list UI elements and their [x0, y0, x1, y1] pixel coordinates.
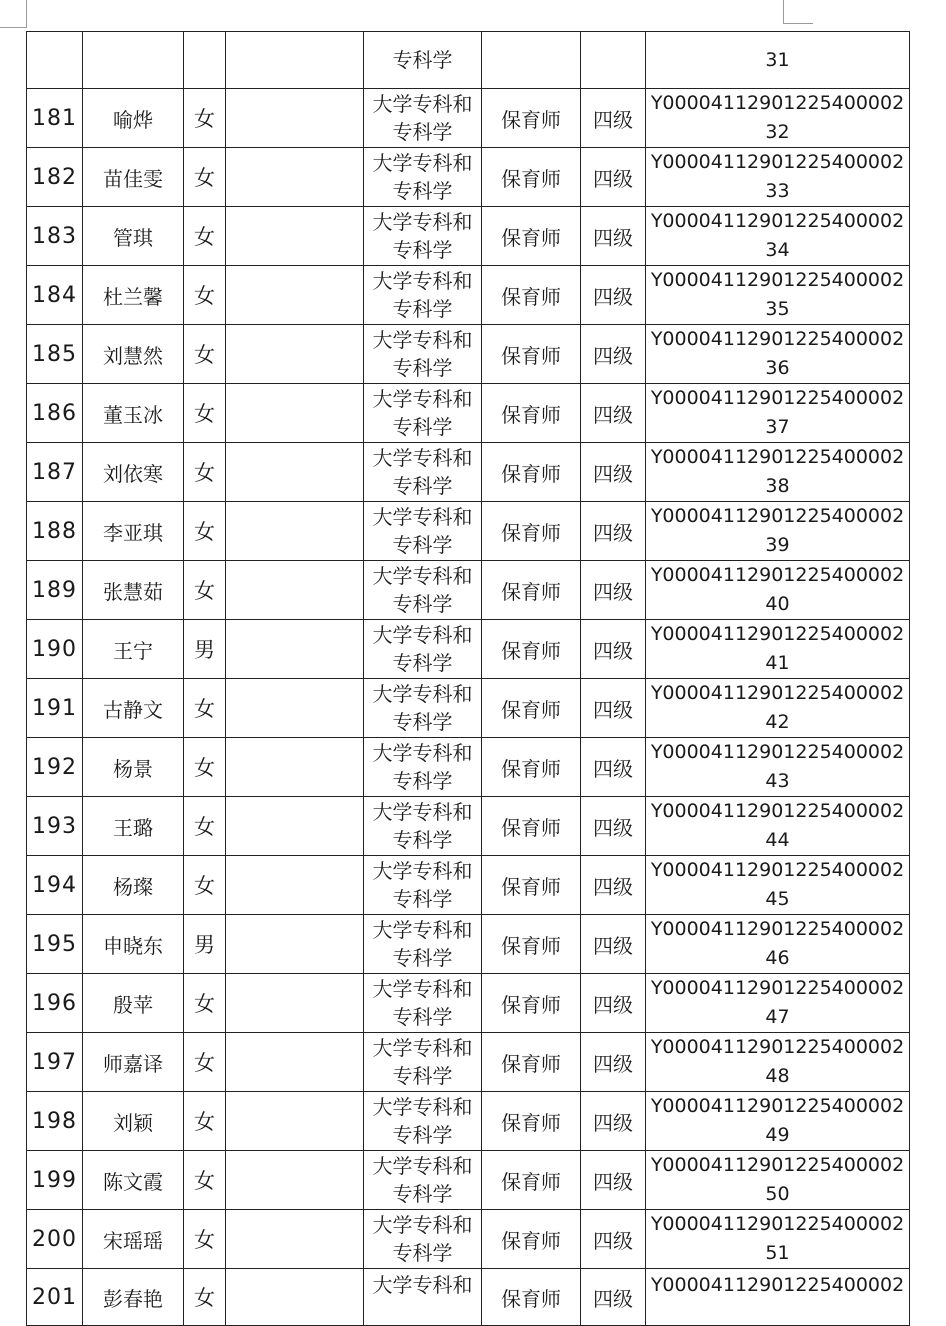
- education-line-1: 大学专科和: [372, 269, 473, 293]
- cell-name: 李亚琪: [83, 502, 184, 561]
- cert-line-2: 44: [765, 829, 790, 851]
- cell-no: 182: [27, 148, 83, 207]
- cell-level: 四级: [581, 325, 646, 384]
- cell-blank: [226, 32, 364, 89]
- cell-no: 197: [27, 1033, 83, 1092]
- crop-mark-top-left-v: [26, 0, 27, 28]
- cell-education: [364, 384, 482, 443]
- cell-education: [364, 207, 482, 266]
- cert-line-1: Y00004112901225400002: [650, 1036, 905, 1058]
- cell-name: 古静文: [83, 679, 184, 738]
- cell-blank: [226, 856, 364, 915]
- cell-sex: [184, 32, 226, 89]
- cell-cert: [646, 1210, 910, 1269]
- cell-education: [364, 266, 482, 325]
- cell-job: 保育师: [482, 915, 581, 974]
- cell-no: 189: [27, 561, 83, 620]
- table-row: [27, 1092, 910, 1151]
- cell-blank: [226, 620, 364, 679]
- cell-cert: [646, 1092, 910, 1151]
- cert-line-1: Y00004112901225400002: [650, 800, 905, 822]
- education-line-2: 专科学: [392, 297, 453, 321]
- cell-job: 保育师: [482, 738, 581, 797]
- cell-sex: 女: [184, 797, 226, 856]
- table-row: [27, 502, 910, 561]
- education-text: 专科学: [392, 48, 453, 72]
- cell-cert: [646, 266, 910, 325]
- table-row: [27, 738, 910, 797]
- cell-level: 四级: [581, 1151, 646, 1210]
- cell-cert: [646, 148, 910, 207]
- crop-mark-top-left-h: [0, 27, 27, 28]
- cell-job: 保育师: [482, 1269, 581, 1326]
- cell-blank: [226, 266, 364, 325]
- table-row: [27, 89, 910, 148]
- cell-sex: 女: [184, 1210, 226, 1269]
- cell-blank: [226, 679, 364, 738]
- cell-blank: [226, 1151, 364, 1210]
- education-line-2: 专科学: [392, 1241, 453, 1265]
- cert-line-2: 45: [765, 888, 790, 910]
- cell-job: 保育师: [482, 856, 581, 915]
- cell-job: 保育师: [482, 89, 581, 148]
- cell-level: 四级: [581, 738, 646, 797]
- cell-no: 198: [27, 1092, 83, 1151]
- cell-level: 四级: [581, 974, 646, 1033]
- cell-level: 四级: [581, 561, 646, 620]
- cell-sex: 女: [184, 1092, 226, 1151]
- education-line-1: 大学专科和: [372, 682, 473, 706]
- cell-name: 王宁: [83, 620, 184, 679]
- table-row: [27, 384, 910, 443]
- cell-no: 199: [27, 1151, 83, 1210]
- cell-no: 186: [27, 384, 83, 443]
- table-row: [27, 1033, 910, 1092]
- cell-sex: 男: [184, 620, 226, 679]
- education-line-2: 专科学: [392, 1005, 453, 1029]
- education-line-1: 大学专科和: [372, 859, 473, 883]
- table-row: [27, 797, 910, 856]
- crop-mark-top-right-v: [783, 0, 784, 24]
- cell-no: 181: [27, 89, 83, 148]
- cell-name: 王璐: [83, 797, 184, 856]
- cell-job: 保育师: [482, 797, 581, 856]
- cert-line-1: Y00004112901225400002: [650, 210, 905, 232]
- education-line-2: 专科学: [392, 1064, 453, 1088]
- cell-job: 保育师: [482, 1151, 581, 1210]
- cell-level: 四级: [581, 443, 646, 502]
- cell-blank: [226, 502, 364, 561]
- cell-no: 192: [27, 738, 83, 797]
- cell-no: 187: [27, 443, 83, 502]
- cell-education: [364, 1151, 482, 1210]
- cert-line-1: Y00004112901225400002: [650, 151, 905, 173]
- cell-level: 四级: [581, 148, 646, 207]
- cell-cert: [646, 207, 910, 266]
- cell-no: 193: [27, 797, 83, 856]
- cell-education: [364, 1269, 482, 1326]
- education-line-2: 专科学: [392, 356, 453, 380]
- cell-name: 杨景: [83, 738, 184, 797]
- cell-name: 喻烨: [83, 89, 184, 148]
- education-line-1: 大学专科和: [372, 741, 473, 765]
- cert-line-1: Y00004112901225400002: [650, 269, 905, 291]
- cell-name: 杜兰馨: [83, 266, 184, 325]
- cert-line-1: Y00004112901225400002: [650, 682, 905, 704]
- cell-education: [364, 502, 482, 561]
- cell-blank: [226, 974, 364, 1033]
- education-line-1: 大学专科和: [372, 328, 473, 352]
- table-row: [27, 1151, 910, 1210]
- cert-line-1: Y00004112901225400002: [650, 1154, 905, 1176]
- cell-name: 师嘉译: [83, 1033, 184, 1092]
- table-row: [27, 148, 910, 207]
- cert-line-2: 34: [765, 239, 790, 261]
- cell-blank: [226, 797, 364, 856]
- cell-job: 保育师: [482, 620, 581, 679]
- cell-level: 四级: [581, 1269, 646, 1326]
- cell-sex: 女: [184, 738, 226, 797]
- cert-line-1: Y00004112901225400002: [650, 1095, 905, 1117]
- cell-blank: [226, 443, 364, 502]
- cell-no: 185: [27, 325, 83, 384]
- cert-line-2: 48: [765, 1065, 790, 1087]
- education-line-2: 专科学: [392, 887, 453, 911]
- cell-job: 保育师: [482, 1210, 581, 1269]
- cell-blank: [226, 1269, 364, 1326]
- cell-no: 196: [27, 974, 83, 1033]
- education-line-2: 专科学: [392, 1123, 453, 1147]
- table-row: [27, 679, 910, 738]
- cell-level: 四级: [581, 266, 646, 325]
- education-line-1: 大学专科和: [372, 918, 473, 942]
- cert-line-1: Y00004112901225400002: [650, 564, 905, 586]
- cell-level: 四级: [581, 1210, 646, 1269]
- cell-level: 四级: [581, 1033, 646, 1092]
- cert-line-2: 32: [765, 121, 790, 143]
- cert-line-1: Y00004112901225400002: [650, 977, 905, 999]
- cert-line-1: Y00004112901225400002: [650, 741, 905, 763]
- cell-level: 四级: [581, 207, 646, 266]
- education-line-2: 专科学: [392, 120, 453, 144]
- cell-job: 保育师: [482, 974, 581, 1033]
- education-line-1: 大学专科和: [372, 1273, 473, 1297]
- cell-no: 188: [27, 502, 83, 561]
- cell-name: [83, 32, 184, 89]
- education-line-2: 专科学: [392, 238, 453, 262]
- cell-no: [27, 32, 83, 89]
- education-line-1: 大学专科和: [372, 977, 473, 1001]
- education-line-1: 大学专科和: [372, 387, 473, 411]
- cell-no: 183: [27, 207, 83, 266]
- cell-sex: 女: [184, 679, 226, 738]
- cell-cert: [646, 620, 910, 679]
- cell-job: 保育师: [482, 1033, 581, 1092]
- cell-name: 管琪: [83, 207, 184, 266]
- cert-line-2: 37: [765, 416, 790, 438]
- cell-education: [364, 915, 482, 974]
- cert-line-2: 38: [765, 475, 790, 497]
- cell-job: 保育师: [482, 443, 581, 502]
- cell-sex: 女: [184, 1151, 226, 1210]
- education-line-2: 专科学: [392, 415, 453, 439]
- cell-cert: [646, 443, 910, 502]
- cell-sex: 女: [184, 856, 226, 915]
- cert-line-1: Y00004112901225400002: [650, 328, 905, 350]
- cell-no: 191: [27, 679, 83, 738]
- cell-blank: [226, 738, 364, 797]
- cell-no: 201: [27, 1269, 83, 1326]
- education-line-1: 大学专科和: [372, 446, 473, 470]
- education-line-2: 专科学: [392, 592, 453, 616]
- cert-line-2: 43: [765, 770, 790, 792]
- cert-line-2: 36: [765, 357, 790, 379]
- cert-line-2: 50: [765, 1183, 790, 1205]
- cell-education: [364, 89, 482, 148]
- cell-sex: 女: [184, 561, 226, 620]
- cell-no: 194: [27, 856, 83, 915]
- cert-text: 31: [765, 48, 790, 71]
- education-line-2: 专科学: [392, 946, 453, 970]
- cell-sex: 女: [184, 384, 226, 443]
- cell-sex: 女: [184, 974, 226, 1033]
- cell-sex: 女: [184, 207, 226, 266]
- cell-blank: [226, 89, 364, 148]
- cert-line-2: 35: [765, 298, 790, 320]
- table-row: [27, 620, 910, 679]
- cell-education: [364, 679, 482, 738]
- cell-name: 苗佳雯: [83, 148, 184, 207]
- education-line-2: 专科学: [392, 651, 453, 675]
- cert-line-2: 41: [765, 652, 790, 674]
- cell-education: [364, 620, 482, 679]
- cell-cert: [646, 679, 910, 738]
- cell-cert: [646, 974, 910, 1033]
- table-body: [27, 32, 910, 1326]
- cell-job: 保育师: [482, 384, 581, 443]
- cell-job: 保育师: [482, 561, 581, 620]
- cert-line-1: Y00004112901225400002: [650, 1213, 905, 1235]
- cell-education: [364, 561, 482, 620]
- cell-name: 董玉冰: [83, 384, 184, 443]
- cell-blank: [226, 1092, 364, 1151]
- cell-no: 200: [27, 1210, 83, 1269]
- cert-line-2: 46: [765, 947, 790, 969]
- cell-education: [364, 148, 482, 207]
- continuation-row: [27, 32, 910, 89]
- cell-sex: 女: [184, 89, 226, 148]
- cell-education: [364, 443, 482, 502]
- education-line-2: 专科学: [392, 179, 453, 203]
- cell-level: 四级: [581, 89, 646, 148]
- cell-cert: [646, 502, 910, 561]
- cert-line-2: 42: [765, 711, 790, 733]
- cell-cert: [646, 1151, 910, 1210]
- cell-level: [581, 32, 646, 89]
- cell-no: 195: [27, 915, 83, 974]
- cell-education: [364, 32, 482, 89]
- cell-job: 保育师: [482, 266, 581, 325]
- cell-education: [364, 325, 482, 384]
- cell-level: 四级: [581, 856, 646, 915]
- cell-level: 四级: [581, 502, 646, 561]
- table-row: [27, 1210, 910, 1269]
- cell-name: 杨璨: [83, 856, 184, 915]
- roster-table: [26, 31, 910, 1326]
- education-line-1: 大学专科和: [372, 1036, 473, 1060]
- cell-education: [364, 1092, 482, 1151]
- cert-line-1: Y00004112901225400002: [650, 92, 905, 114]
- education-line-2: 专科学: [392, 710, 453, 734]
- cell-level: 四级: [581, 679, 646, 738]
- cell-education: [364, 856, 482, 915]
- education-line-2: 专科学: [392, 828, 453, 852]
- cell-education: [364, 1033, 482, 1092]
- cert-line-2: 49: [765, 1124, 790, 1146]
- cell-education: [364, 1210, 482, 1269]
- cell-level: 四级: [581, 797, 646, 856]
- cert-line-2: 33: [765, 180, 790, 202]
- cell-no: 184: [27, 266, 83, 325]
- cell-name: 陈文霞: [83, 1151, 184, 1210]
- cell-blank: [226, 915, 364, 974]
- cell-cert: [646, 797, 910, 856]
- cell-cert: [646, 561, 910, 620]
- cell-cert: [646, 856, 910, 915]
- cell-cert: [646, 325, 910, 384]
- education-line-2: 专科学: [392, 1182, 453, 1206]
- table-row: [27, 856, 910, 915]
- education-line-1: 大学专科和: [372, 564, 473, 588]
- cert-line-2: 40: [765, 593, 790, 615]
- cell-sex: 女: [184, 1033, 226, 1092]
- table-row: [27, 561, 910, 620]
- education-line-2: 专科学: [392, 474, 453, 498]
- cell-level: 四级: [581, 1092, 646, 1151]
- cert-line-1: Y00004112901225400002: [650, 1274, 905, 1296]
- education-line-1: 大学专科和: [372, 505, 473, 529]
- table-row: [27, 325, 910, 384]
- cell-cert: [646, 738, 910, 797]
- cert-line-1: Y00004112901225400002: [650, 859, 905, 881]
- cell-cert: [646, 1269, 910, 1326]
- cert-line-1: Y00004112901225400002: [650, 387, 905, 409]
- education-line-1: 大学专科和: [372, 800, 473, 824]
- cell-sex: 女: [184, 1269, 226, 1326]
- education-line-1: 大学专科和: [372, 1095, 473, 1119]
- cell-name: 申晓东: [83, 915, 184, 974]
- cell-level: 四级: [581, 915, 646, 974]
- education-line-1: 大学专科和: [372, 623, 473, 647]
- cell-sex: 女: [184, 443, 226, 502]
- cert-line-2: 47: [765, 1006, 790, 1028]
- education-line-2: 专科学: [392, 533, 453, 557]
- cell-name: 刘依寒: [83, 443, 184, 502]
- cell-cert: [646, 89, 910, 148]
- cert-line-1: Y00004112901225400002: [650, 918, 905, 940]
- cell-name: 刘慧然: [83, 325, 184, 384]
- cell-name: 刘颖: [83, 1092, 184, 1151]
- cell-job: 保育师: [482, 502, 581, 561]
- cell-blank: [226, 325, 364, 384]
- cell-cert: [646, 384, 910, 443]
- cell-no: 190: [27, 620, 83, 679]
- cert-line-2: 51: [765, 1242, 790, 1264]
- cell-job: 保育师: [482, 1092, 581, 1151]
- table-row: [27, 974, 910, 1033]
- cell-blank: [226, 148, 364, 207]
- cell-education: [364, 974, 482, 1033]
- cell-job: 保育师: [482, 325, 581, 384]
- cert-line-2: 39: [765, 534, 790, 556]
- cell-job: 保育师: [482, 679, 581, 738]
- cert-line-1: Y00004112901225400002: [650, 505, 905, 527]
- cell-job: [482, 32, 581, 89]
- cell-level: 四级: [581, 384, 646, 443]
- table-row: [27, 266, 910, 325]
- cell-sex: 女: [184, 325, 226, 384]
- cell-job: 保育师: [482, 207, 581, 266]
- cell-name: 殷苹: [83, 974, 184, 1033]
- cell-job: 保育师: [482, 148, 581, 207]
- table-row: [27, 1269, 910, 1326]
- cell-name: 彭春艳: [83, 1269, 184, 1326]
- cell-name: 宋瑶瑶: [83, 1210, 184, 1269]
- table-row: [27, 915, 910, 974]
- education-line-1: 大学专科和: [372, 151, 473, 175]
- cell-sex: 女: [184, 502, 226, 561]
- cell-education: [364, 797, 482, 856]
- cell-blank: [226, 1210, 364, 1269]
- education-line-1: 大学专科和: [372, 210, 473, 234]
- table-row: [27, 443, 910, 502]
- education-line-1: 大学专科和: [372, 1213, 473, 1237]
- cell-cert: [646, 915, 910, 974]
- cell-sex: 男: [184, 915, 226, 974]
- education-line-1: 大学专科和: [372, 92, 473, 116]
- cert-line-1: Y00004112901225400002: [650, 623, 905, 645]
- table-row: [27, 207, 910, 266]
- cell-cert: [646, 1033, 910, 1092]
- cell-level: 四级: [581, 620, 646, 679]
- cell-blank: [226, 207, 364, 266]
- cell-blank: [226, 384, 364, 443]
- education-line-2: 专科学: [392, 769, 453, 793]
- cell-name: 张慧茹: [83, 561, 184, 620]
- cell-sex: 女: [184, 148, 226, 207]
- cell-blank: [226, 1033, 364, 1092]
- cell-education: [364, 738, 482, 797]
- cert-line-1: Y00004112901225400002: [650, 446, 905, 468]
- cell-sex: 女: [184, 266, 226, 325]
- crop-mark-top-right-h: [783, 23, 813, 24]
- cell-blank: [226, 561, 364, 620]
- education-line-1: 大学专科和: [372, 1154, 473, 1178]
- cell-cert: [646, 32, 910, 89]
